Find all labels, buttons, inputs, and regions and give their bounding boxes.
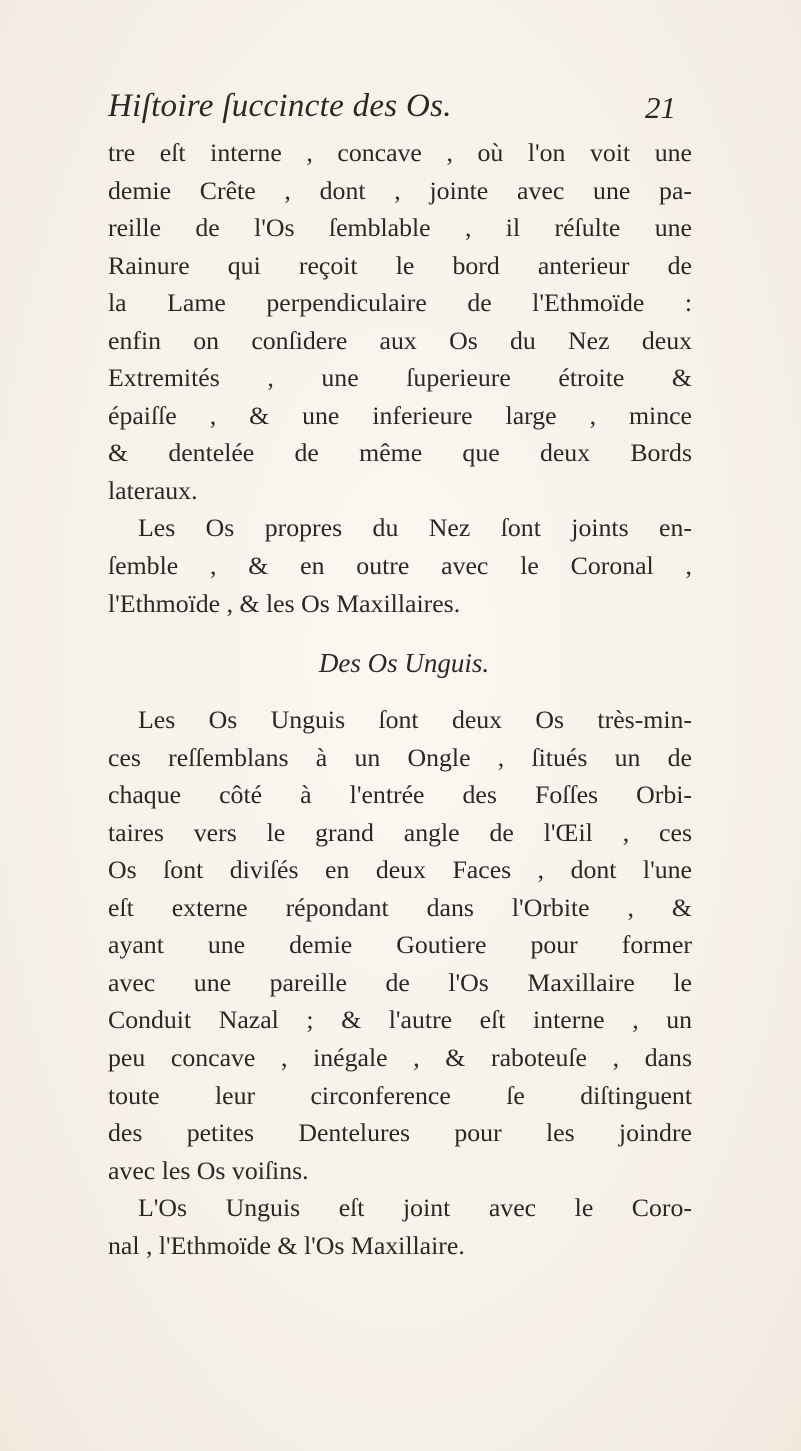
paragraph-nasal-bones-joints	[108, 509, 692, 622]
text-line: la Lame perpendiculaire de l'Ethmoïde :	[108, 288, 692, 318]
running-title: Hiſtoire ſuccincte des Os.	[108, 88, 452, 124]
text-line: ſemble , & en outre avec le Coronal ,	[108, 551, 692, 581]
text-line: avec les Os voiſins.	[108, 1155, 309, 1185]
text-line: taires vers le grand angle de l'Œil , ces	[108, 817, 692, 847]
text-line: toute leur circonference ſe diſtinguent	[108, 1080, 692, 1110]
text-line: & dentelée de même que deux Bords	[108, 438, 692, 468]
section-heading: Des Os Unguis.	[318, 648, 490, 679]
paragraph-nasal-bones-description	[108, 134, 692, 509]
text-line: peu concave , inégale , & raboteuſe , dans	[108, 1043, 692, 1073]
page-number: 21	[645, 90, 676, 125]
text-line: Os ſont diviſés en deux Faces , dont l'une	[108, 855, 692, 885]
text-line: tre eſt interne , concave , où l'on voit une	[108, 138, 692, 167]
text-line: l'Ethmoïde , & les Os Maxillaires.	[108, 588, 461, 618]
text-line: L'Os Unguis eſt joint avec le Coro-	[138, 1193, 692, 1223]
body-text	[108, 134, 692, 1264]
text-line: épaiſſe , & une inferieure large , mince	[108, 400, 692, 430]
paragraph-unguis-joints	[108, 1189, 692, 1264]
text-line: reille de l'Os ſemblable , il réſulte une	[108, 213, 692, 243]
text-line: Rainure qui reçoit le bord anterieur de	[108, 250, 692, 280]
text-line: des petites Dentelures pour les joindre	[108, 1118, 692, 1148]
text-line: Conduit Nazal ; & l'autre eſt interne , un	[108, 1005, 692, 1035]
text-line: ayant une demie Goutiere pour former	[108, 930, 692, 960]
text-line: lateraux.	[108, 475, 198, 505]
running-head	[108, 88, 676, 138]
text-line: nal , l'Ethmoïde & l'Os Maxillaire.	[108, 1230, 465, 1260]
paragraph-unguis-description	[108, 701, 692, 1189]
text-line: avec une pareille de l'Os Maxillaire le	[108, 967, 692, 997]
text-line: Extremités , une ſuperieure étroite &	[108, 363, 692, 393]
text-line: enfin on conſidere aux Os du Nez deux	[108, 325, 692, 355]
text-line: eſt externe répondant dans l'Orbite , &	[108, 892, 692, 922]
text-line: ces reſſemblans à un Ongle , ſitués un de	[108, 742, 692, 772]
text-line: Les Os Unguis ſont deux Os très-min-	[138, 705, 692, 735]
text-line: chaque côté à l'entrée des Foſſes Orbi-	[108, 780, 692, 810]
text-line: demie Crête , dont , jointe avec une pa-	[108, 175, 692, 205]
text-line: Les Os propres du Nez ſont joints en-	[138, 513, 692, 543]
